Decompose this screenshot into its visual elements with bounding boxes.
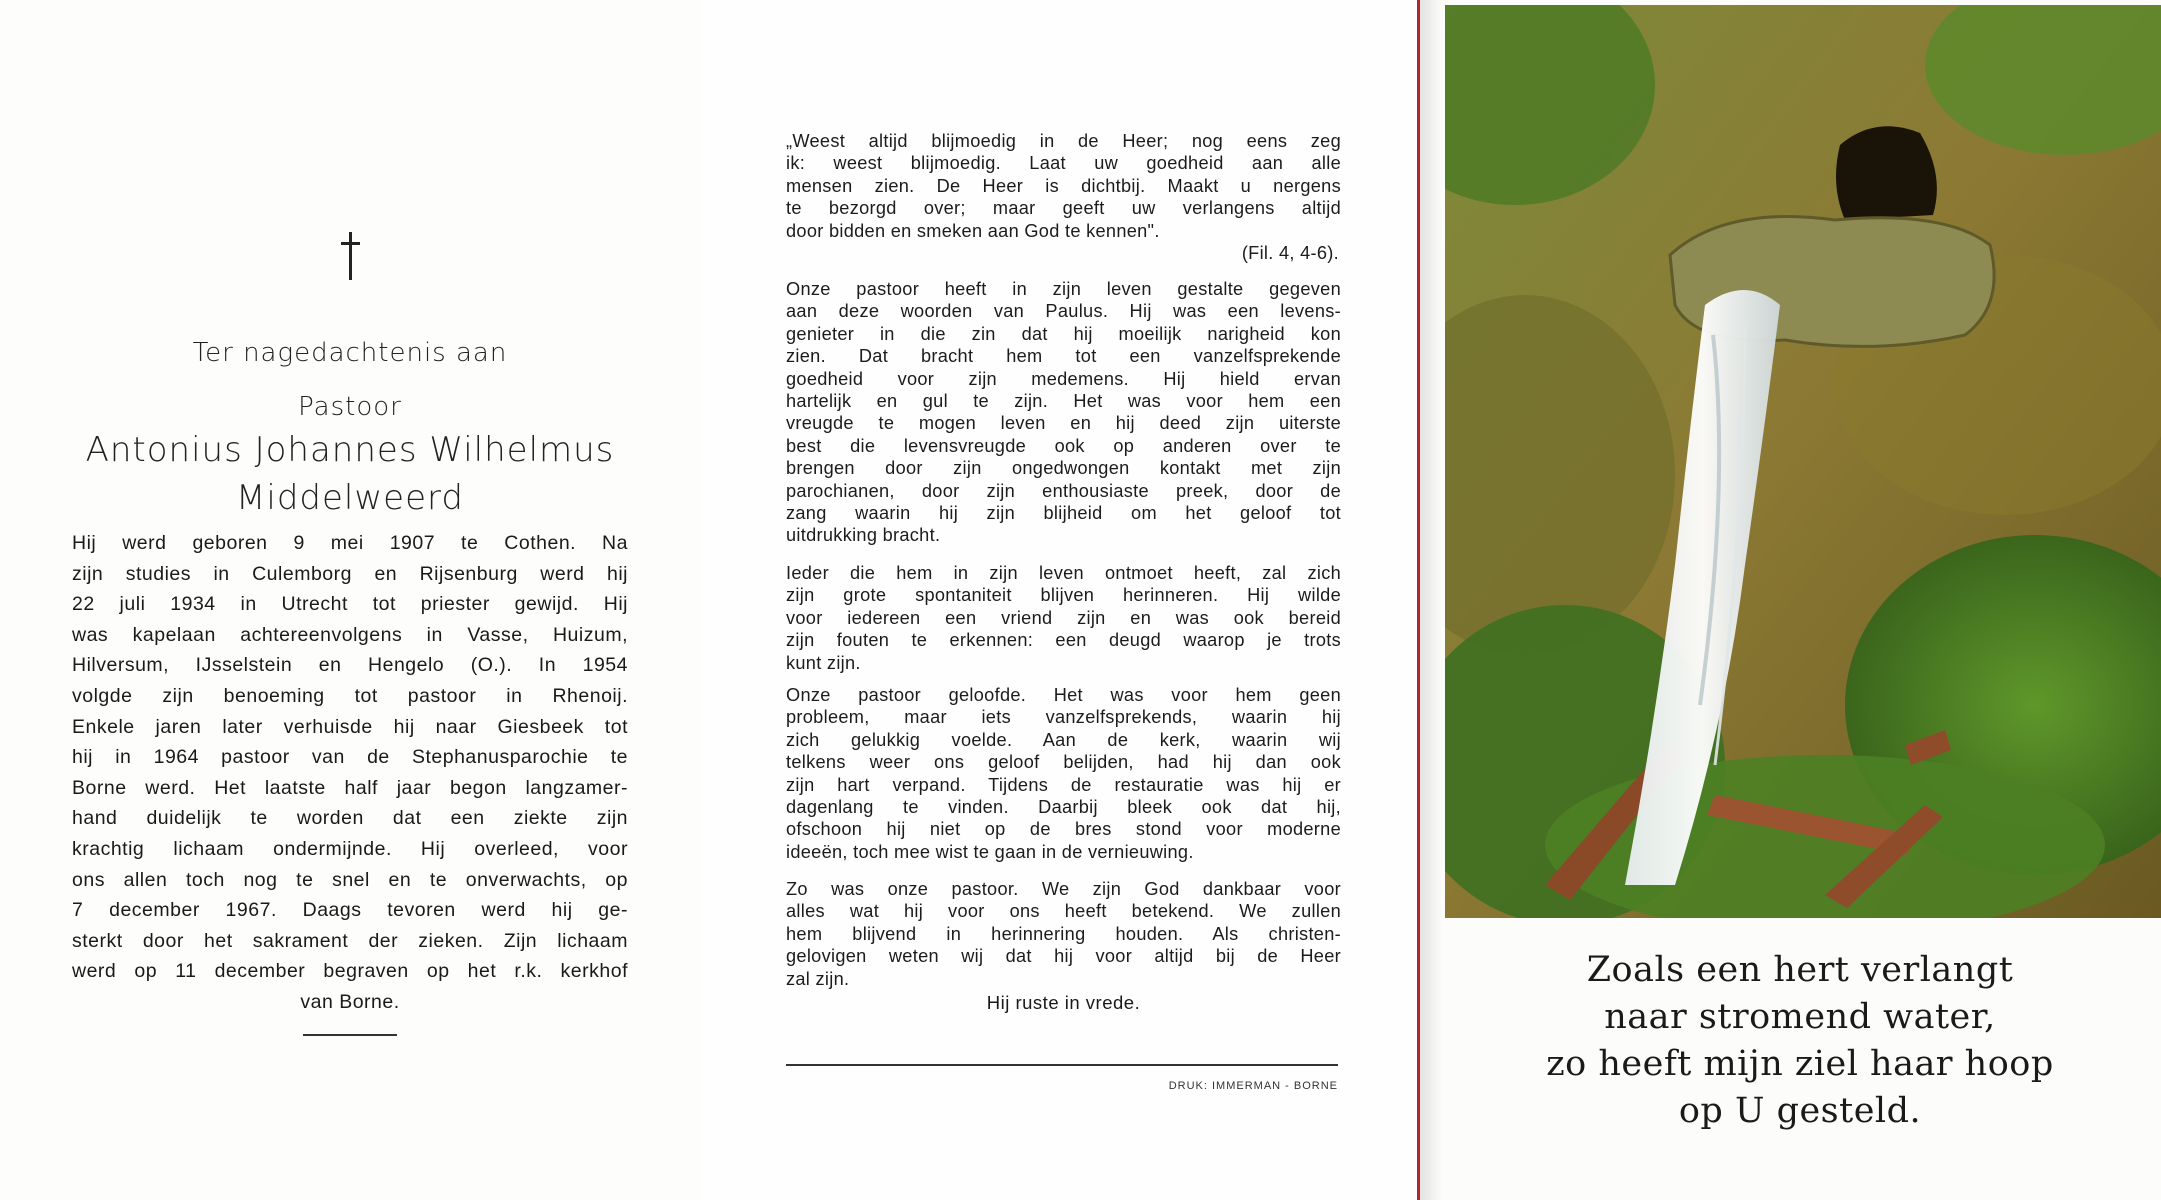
- paragraph-3: [786, 684, 1341, 863]
- quote-line: mensen zien. De Heer is dichtbij. Maakt u nergens: [786, 175, 1341, 196]
- text-line: zijn hart verpand. Tijdens de restauratie was hij er: [786, 774, 1341, 795]
- text-line: gelovigen weten wij dat hij voor altijd bij de Heer: [786, 946, 1341, 967]
- printer-credit: DRUK: IMMERMAN - BORNE: [1168, 1080, 1338, 1092]
- bio-line: sterkt door het sakrament der zieken. Zijn lichaam: [72, 929, 628, 952]
- text-line-last: zal zijn.: [786, 968, 850, 989]
- text-line: voor iedereen een vriend zijn en was ook bereid: [786, 607, 1341, 628]
- text-line: Ieder die hem in zijn leven ontmoet heeft, zal zich: [786, 563, 1341, 583]
- paragraph-2: [786, 562, 1341, 674]
- bio-line: Hij werd geboren 9 mei 1907 te Cothen. Na: [72, 532, 628, 554]
- text-line: zijn grote spontaniteit blijven herinneren. Hij wilde: [786, 585, 1341, 606]
- cave-opening: [1836, 126, 1937, 220]
- quote-line: te bezorgd over; maar geeft uw verlangens altijd: [786, 198, 1341, 219]
- text-line: brengen door zijn ongedwongen kontakt met zijn: [786, 458, 1341, 479]
- deceased-given-names: Antonius Johannes Wilhelmus: [85, 430, 615, 470]
- quote-line: „Weest altijd blijmoedig in de Heer; nog eens zeg: [786, 131, 1341, 151]
- psalm-line: op U gesteld.: [1678, 1091, 1922, 1131]
- bio-line: werd op 11 december begraven op het r.k. kerkhof: [72, 960, 628, 983]
- text-line: zang waarin hij zijn blijheid om het geloof tot: [786, 503, 1341, 524]
- bio-line: Hilversum, IJsselstein en Hengelo (O.). In 1954: [72, 654, 628, 677]
- text-line: ofschoon hij niet op de bres stond voor moderne: [786, 819, 1341, 840]
- text-line: telkens weer ons geloof belijden, had hij dan ook: [786, 752, 1341, 773]
- scripture-reference: (Fil. 4, 4-6).: [1241, 243, 1339, 264]
- psalm-line: zo heeft mijn ziel haar hoop: [1546, 1044, 2054, 1084]
- quote-line-last: door bidden en smeken aan God te kennen".: [786, 220, 1160, 241]
- memorial-intro: Ter nagedachtenis aan: [192, 338, 508, 368]
- text-line: hem blijvend in herinnering houden. Als christen-: [786, 923, 1341, 944]
- bio-line-last: van Borne.: [300, 990, 400, 1013]
- divider: [303, 1034, 397, 1036]
- bio-line: krachtig lichaam ondermijnde. Hij overleed, voor: [72, 837, 628, 860]
- text-line: genieter in die zin dat hij moeilijk narigheid kon: [786, 323, 1341, 344]
- bio-line: hij in 1964 pastoor van de Stephanusparochie te: [72, 746, 628, 769]
- bio-line: 7 december 1967. Daags tevoren werd hij ge-: [72, 899, 628, 922]
- bio-line: ons allen toch nog te snel en te onverwachts, op: [72, 868, 628, 891]
- waterfall-photo: [1445, 5, 2161, 918]
- text-line: vreugde te mogen leven en hij deed zijn uiterste: [786, 413, 1341, 434]
- bio-line: Borne werd. Het laatste half jaar begon langzamer-: [72, 776, 628, 799]
- text-line-last: kunt zijn.: [786, 652, 861, 673]
- text-line: dagenlang te vinden. Daarbij bleek ook dat hij,: [786, 797, 1341, 818]
- bio-line: was kapelaan achtereenvolgens in Vasse, Huizum,: [72, 623, 628, 646]
- text-line: zich gelukkig voelde. Aan de kerk, waarin wij: [786, 729, 1341, 750]
- psalm-line: Zoals een hert verlangt: [1586, 950, 2014, 990]
- deceased-title: Pastoor: [298, 392, 402, 422]
- bio-line: hand duidelijk te worden dat een ziekte zijn: [72, 807, 628, 830]
- bio-line: Enkele jaren later verhuisde hij naar Giesbeek tot: [72, 715, 628, 738]
- paragraph-4: [786, 878, 1341, 990]
- bio-line: volgde zijn benoeming tot pastoor in Rhenoij.: [72, 684, 628, 707]
- text-line: best die levensvreugde ook op anderen over te: [786, 435, 1341, 456]
- text-line: Onze pastoor geloofde. Het was voor hem geen: [786, 685, 1341, 705]
- text-line-last: ideeën, toch mee wist te gaan in de vernieuwing.: [786, 841, 1194, 862]
- text-line: zijn fouten te erkennen: een deugd waarop je trots: [786, 630, 1341, 651]
- text-line: goedheid voor zijn medemens. Hij hield ervan: [786, 368, 1341, 389]
- text-line: hartelijk en gul te zijn. Het was voor hem een: [786, 391, 1341, 412]
- quote-line: ik: weest blijmoedig. Laat uw goedheid aan alle: [786, 153, 1341, 174]
- text-line: alles wat hij voor ons heeft betekend. We zullen: [786, 901, 1341, 922]
- text-line: aan deze woorden van Paulus. Hij was een levens-: [786, 301, 1341, 322]
- text-line: zien. Dat bracht hem tot een vanzelfsprekende: [786, 346, 1341, 367]
- waterfall-image: [1445, 5, 2161, 918]
- deceased-surname: Middelweerd: [236, 478, 464, 518]
- closing-blessing: Hij ruste in vrede.: [986, 992, 1141, 1013]
- divider: [786, 1064, 1338, 1066]
- text-line: Zo was onze pastoor. We zijn God dankbaar voor: [786, 879, 1341, 899]
- text-line: parochianen, door zijn enthousiaste preek, door de: [786, 480, 1341, 501]
- biography: [72, 528, 628, 1018]
- paragraph-1: [786, 278, 1341, 547]
- bio-line: zijn studies in Culemborg en Rijsenburg werd hij: [72, 562, 628, 585]
- scripture-quote: [786, 130, 1341, 264]
- cross-icon: [336, 232, 366, 280]
- text-line: Onze pastoor heeft in zijn leven gestalte gegeven: [786, 279, 1341, 299]
- psalm-line: naar stromend water,: [1604, 997, 1996, 1037]
- text-line-last: uitdrukking bracht.: [786, 525, 941, 546]
- text-line: probleem, maar iets vanzelfsprekends, waarin hij: [786, 707, 1341, 728]
- fold-shadow: [1420, 0, 1442, 1200]
- bio-line: 22 juli 1934 in Utrecht tot priester gewijd. Hij: [72, 593, 628, 616]
